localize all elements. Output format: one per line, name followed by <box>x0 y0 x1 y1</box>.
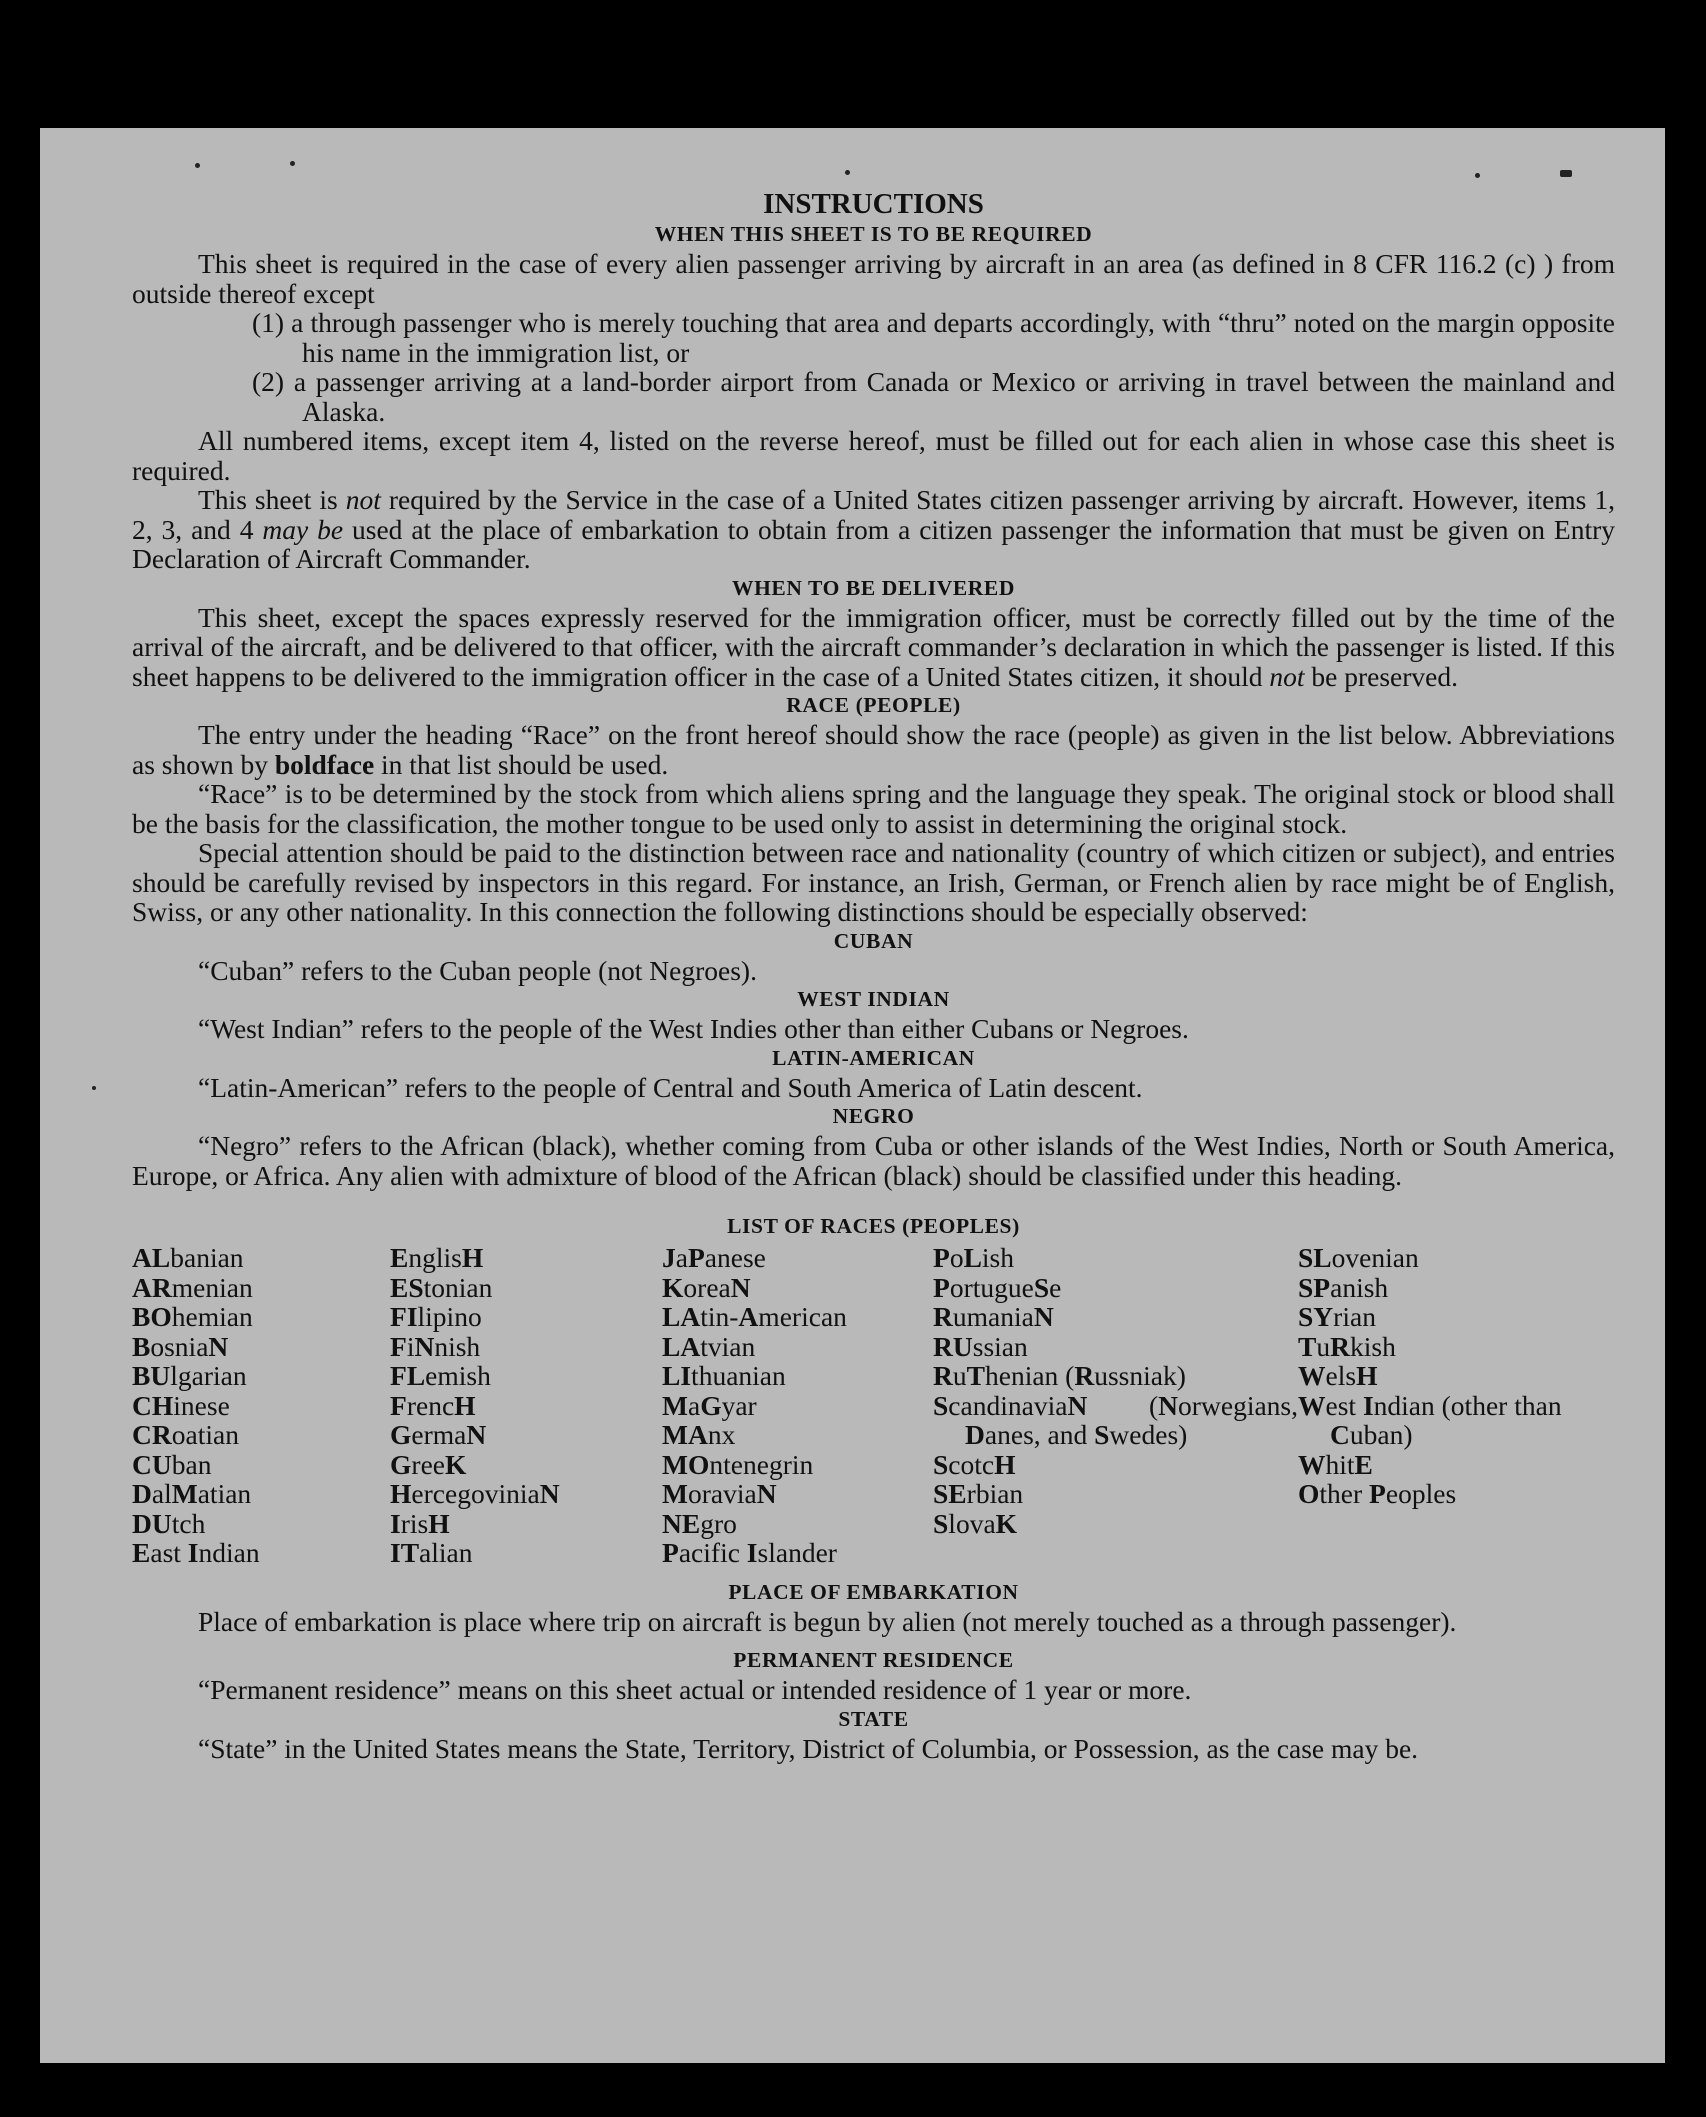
paragraph: “Permanent residence” means on this sheet actual or intended residence of 1 year or more. <box>198 1674 1192 1705</box>
speck <box>290 161 295 166</box>
paragraph: “Negro” refers to the African (black), whether coming from Cuba or other islands of the West Indies, North or South America, Europe, or Africa. Any alien with admixture of blood of the African (black) should be classified under this heading. <box>132 1130 1615 1191</box>
text-run: This sheet is <box>198 484 346 515</box>
heading-list-of-races: LIST OF RACES (PEOPLES) <box>727 1214 1020 1238</box>
race-entry: ARmenian <box>132 1271 253 1303</box>
race-entry: FLemish <box>390 1360 491 1391</box>
paragraph: “Latin-American” refers to the people of Central and South America of Latin descent. <box>198 1071 1143 1103</box>
bold-text: boldface <box>274 748 375 780</box>
race-entry: LAtvian <box>662 1330 756 1362</box>
race-entry: West Indian (other than Cuban) <box>1298 1389 1562 1450</box>
page-title: INSTRUCTIONS <box>763 188 984 220</box>
document-sheet <box>40 128 1665 2063</box>
race-entry: EnglisH <box>390 1242 484 1273</box>
paragraph: “Race” is to be determined by the stock from which aliens spring and the language they speak. The original stock or blood shall be the basis for the classification, the mother tongue to be used only to assist in determining the original stock. <box>132 778 1615 839</box>
race-entry: DalMatian <box>132 1478 252 1509</box>
race-entry: MoraviaN <box>662 1478 777 1509</box>
paragraph: All numbered items, except item 4, listed on the reverse hereof, must be filled out for each alien in whose case this sheet is required. <box>132 425 1615 486</box>
instructions-content <box>132 188 1615 1763</box>
race-entry: GermaN <box>390 1419 487 1450</box>
speck <box>1475 173 1480 178</box>
list-item: (2) a passenger arriving at a land-border airport from Canada or Mexico or arriving in travel between the mainland and Alaska. <box>252 366 1615 427</box>
race-entry: ScandinaviaN (Norwegians, Danes, and Swedes) <box>933 1389 1298 1450</box>
paragraph: “West Indian” refers to the people of the West Indies other than either Cubans or Negroes. <box>198 1013 1189 1044</box>
paragraph: “Cuban” refers to the Cuban people (not Negroes). <box>198 954 757 986</box>
heading-place-of-embarkation: PLACE OF EMBARKATION <box>728 1579 1019 1604</box>
race-entry: PortugueSe <box>933 1271 1062 1303</box>
race-entry: RuThenian (Russniak) <box>933 1360 1186 1391</box>
races-column <box>390 1243 662 1568</box>
italic-text: not <box>1269 660 1305 692</box>
race-entry: ITalian <box>390 1537 473 1568</box>
paragraph: This sheet is required in the case of every alien passenger arriving by aircraft in an area (as defined in 8 CFR 116.2 (c) ) from outside thereof except <box>132 248 1615 309</box>
race-entry: LIthuanian <box>662 1360 786 1391</box>
paragraph <box>132 720 1615 779</box>
race-entry: ALbanian <box>132 1242 244 1273</box>
race-entry: MOntenegrin <box>662 1448 814 1480</box>
race-entry: SPanish <box>1298 1271 1389 1303</box>
race-entry: BosniaN <box>132 1330 229 1362</box>
paragraph: Place of embarkation is place where trip on aircraft is begun by alien (not merely touched as a through passenger). <box>198 1605 1457 1637</box>
heading-when-required: WHEN THIS SHEET IS TO BE REQUIRED <box>654 222 1093 246</box>
races-column <box>1298 1243 1598 1568</box>
paragraph: Special attention should be paid to the distinction between race and nationality (country of which citizen or subject), and entries should be carefully revised by inspectors in this regard. For instance, an Irish, German, or French alien by race might be of English, Swiss, or any other nationality. In this connection the following distinctions should be especially observed: <box>132 837 1615 927</box>
race-entry: HercegoviniaN <box>390 1478 560 1509</box>
race-entry: GreeK <box>390 1448 467 1480</box>
paragraph: “State” in the United States means the State, Territory, District of Columbia, or Possession, as the case may be. <box>198 1732 1419 1764</box>
races-list <box>132 1243 1615 1568</box>
text-run: The entry under the heading “Race” on the front hereof should show the race (people) as given in the list below. Abbreviations as shown by <box>132 719 1615 780</box>
heading-negro: NEGRO <box>832 1104 915 1128</box>
race-entry: KoreaN <box>662 1271 751 1303</box>
text-run: This sheet, except the spaces expressly reserved for the immigration officer, must be correctly filled out by the time of the arrival of the aircraft, and be delivered to that officer, with the aircraft commander’s declaration in which the passenger is listed. If this sheet happens to be delivered to the immigration officer in the case of a United States citizen, it should <box>132 601 1615 692</box>
race-entry: RUssian <box>933 1330 1028 1362</box>
race-entry: MAnx <box>662 1419 736 1450</box>
heading-west-indian: WEST INDIAN <box>797 987 950 1011</box>
speck <box>195 163 200 168</box>
race-entry: SlovaK <box>933 1507 1018 1539</box>
race-entry: FiNnish <box>390 1330 481 1362</box>
race-entry: IrisH <box>390 1507 450 1539</box>
races-column <box>662 1243 933 1568</box>
race-entry: CRoatian <box>132 1419 239 1450</box>
race-entry: SErbian <box>933 1478 1024 1509</box>
speck <box>1560 170 1572 177</box>
paragraph <box>132 485 1615 574</box>
race-entry: EStonian <box>390 1271 493 1303</box>
speck <box>92 1086 96 1090</box>
race-entry: SYrian <box>1298 1301 1376 1332</box>
text-run: required by the Service in the case of a United States citizen passenger arriving by aircraft. However, items 1, 2, 3, and 4 <box>132 484 1615 545</box>
heading-when-delivered: WHEN TO BE DELIVERED <box>731 575 1016 600</box>
race-entry: JaPanese <box>662 1242 766 1273</box>
paragraph <box>132 603 1615 692</box>
text-run: be preserved. <box>1304 660 1458 692</box>
heading-cuban: CUBAN <box>833 928 914 953</box>
race-entry: WhitE <box>1298 1448 1373 1480</box>
race-entry: NEgro <box>662 1507 737 1539</box>
race-entry: SLovenian <box>1298 1242 1419 1273</box>
italic-text: may be <box>262 513 344 545</box>
race-entry: FIlipino <box>390 1301 482 1332</box>
races-column <box>933 1243 1298 1568</box>
race-entry: FrencH <box>390 1389 476 1421</box>
race-entry: LAtin-American <box>662 1301 847 1332</box>
heading-state: STATE <box>838 1706 909 1731</box>
heading-race: RACE (PEOPLE) <box>786 693 961 717</box>
heading-latin-american: LATIN-AMERICAN <box>772 1045 975 1070</box>
text-run: in that list should be used. <box>374 748 669 780</box>
race-entry: PoLish <box>933 1242 1014 1273</box>
race-entry: East Indian <box>132 1537 260 1568</box>
race-entry: DUtch <box>132 1507 206 1539</box>
race-entry: CUban <box>132 1448 212 1480</box>
race-entry: RumaniaN <box>933 1301 1054 1332</box>
speck <box>845 170 850 175</box>
races-column <box>132 1243 390 1568</box>
italic-text: not <box>345 484 381 515</box>
race-entry: MaGyar <box>662 1389 757 1421</box>
race-entry: CHinese <box>132 1389 230 1421</box>
list-item: (1) a through passenger who is merely touching that area and departs accordingly, with “thru” noted on the margin opposite his name in the immigration list, or <box>252 307 1615 368</box>
heading-permanent-residence: PERMANENT RESIDENCE <box>733 1648 1014 1672</box>
race-entry: ScotcH <box>933 1448 1016 1480</box>
race-entry: Pacific Islander <box>662 1537 837 1568</box>
race-entry: TuRkish <box>1298 1330 1396 1362</box>
race-entry: Other Peoples <box>1298 1478 1457 1509</box>
text-run: used at the place of embarkation to obtain from a citizen passenger the information that must be given on Entry Declaration of Aircraft Commander. <box>132 513 1615 574</box>
race-entry: BUlgarian <box>132 1360 247 1391</box>
race-entry: WelsH <box>1298 1360 1378 1391</box>
race-entry: BOhemian <box>132 1301 253 1332</box>
